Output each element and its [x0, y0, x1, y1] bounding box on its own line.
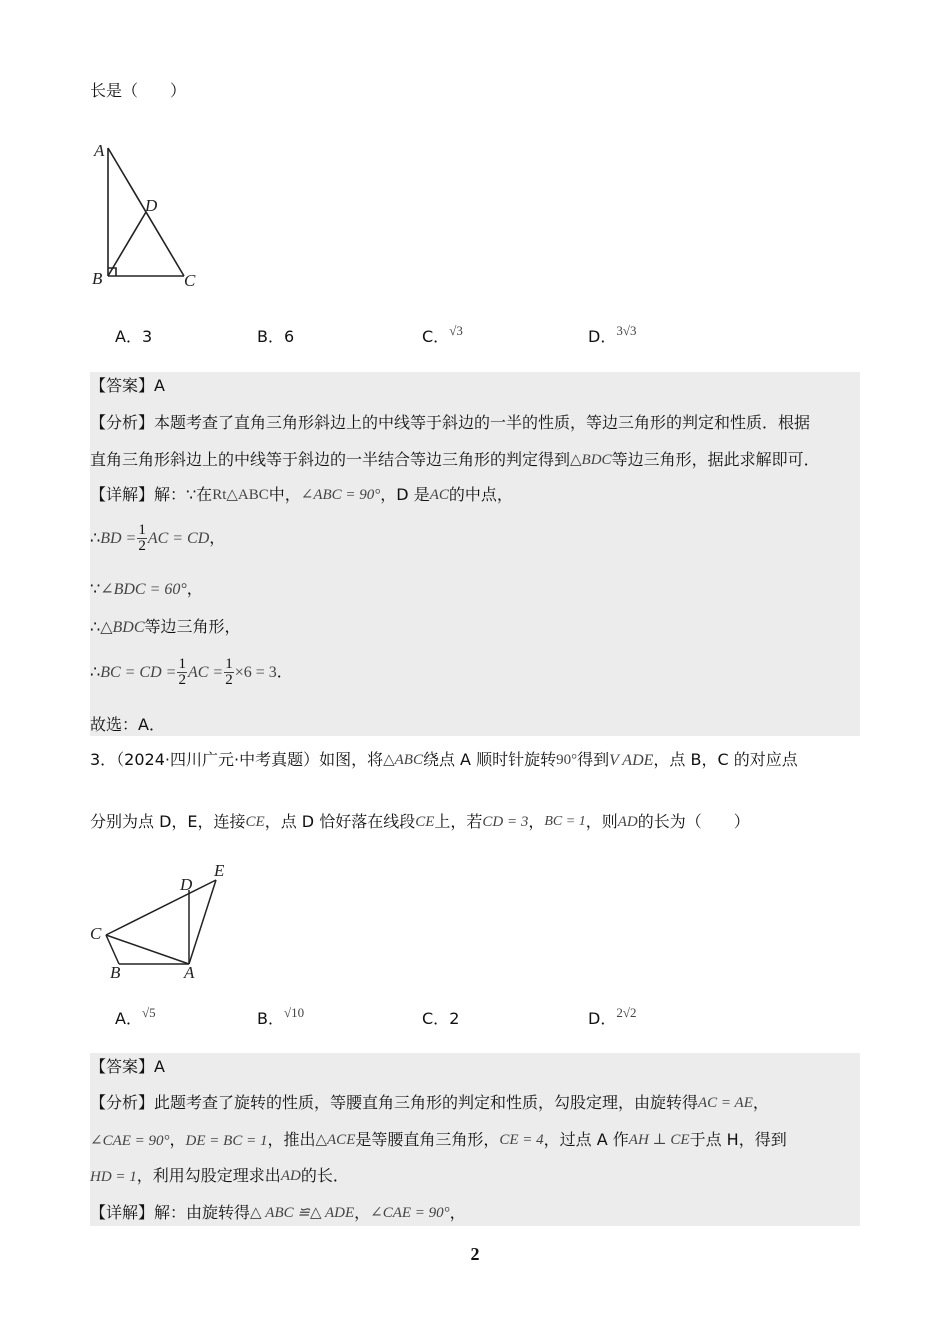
q3-answer: 【答案】A	[90, 1057, 165, 1076]
q3-option-b: B．$^{√10}$	[257, 1005, 305, 1028]
fraction-half: $\frac{1}{2}$	[225, 656, 233, 688]
q3-figure	[86, 858, 236, 983]
q2-analysis-line2: 直角三角形斜边上的中线等于斜边的一半结合等边三角形的判定得到△BDC等边三角形，据此求解即可．	[90, 450, 820, 469]
q2-label-b: B	[92, 269, 103, 288]
q3-analysis-line1: 【分析】此题考查了旋转的性质，等腰直角三角形的判定和性质，勾股定理，由旋转得AC = AE，	[90, 1093, 769, 1112]
page-number: 2	[470, 1244, 480, 1264]
q3-stem-line2: 分别为点 D，E，连接CE，点 D 恰好落在线段CE上，若CD = 3，BC = 1，则AD的长为（ ）	[90, 812, 750, 831]
q2-label-a: A	[94, 141, 105, 160]
q3-option-c: C．2	[422, 1009, 460, 1028]
q3-analysis-line2: ∠CAE = 90°，DE = BC = 1，推出△ACE是等腰直角三角形，CE = 4，过点 A 作AH ⊥ CE于点 H，得到	[90, 1130, 787, 1149]
q3-label-b: B	[110, 963, 121, 982]
q2-option-d: D．$^{3√3}$	[588, 323, 637, 346]
q3-option-d: D．$^{2√2}$	[588, 1005, 637, 1028]
q2-detail-line6: 故选：A．	[90, 715, 165, 734]
q2-analysis-line1: 【分析】本题考查了直角三角形斜边上的中线等于斜边的一半的性质，等边三角形的判定和性质．根据	[90, 413, 811, 432]
q3-stem-line1: 3．（2024·四川广元·中考真题）如图，将△ABC绕点 A 顺时针旋转90°得到V ADE，点 B，C 的对应点	[90, 750, 798, 769]
q2-stem-tail: 长是（ ）	[90, 81, 187, 100]
fraction-half: $\frac{1}{2}$	[138, 522, 146, 554]
q2-detail-line2: ∴BD = $\frac{1}{2}$ AC = CD，	[90, 522, 226, 554]
q3-label-d: D	[180, 875, 193, 894]
q2-answer: 【答案】A	[90, 376, 165, 395]
q2-option-a: A．3	[115, 327, 153, 346]
q2-option-c: C．$^{√3}$	[422, 323, 463, 346]
q2-detail-line5: ∴BC = CD = $\frac{1}{2}$ AC = $\frac{1}{2}$ ×6 = 3．	[90, 656, 293, 688]
q2-detail-line3: ∵∠BDC = 60°，	[90, 579, 203, 598]
q3-lines	[106, 880, 216, 964]
q3-analysis-line3: HD = 1，利用勾股定理求出AD的长．	[90, 1166, 349, 1185]
q2-option-b: B．6	[257, 327, 295, 346]
q3-label-c: C	[90, 924, 102, 943]
q2-label-d: D	[145, 196, 158, 215]
q3-detail-line1: 【详解】解：由旋转得△ ABC ≌△ ADE，∠CAE = 90°，	[90, 1203, 466, 1222]
fraction-half: $\frac{1}{2}$	[178, 656, 186, 688]
q2-detail-line4: ∴△BDC等边三角形，	[90, 617, 241, 636]
q3-option-a: A．$^{√5}$	[115, 1005, 156, 1028]
q2-label-c: C	[184, 271, 196, 290]
q3-label-a: A	[184, 963, 195, 982]
q2-figure	[88, 138, 218, 293]
q2-detail-line1: 【详解】解：∵在Rt△ABC中，∠ABC = 90°，D 是AC的中点，	[90, 485, 513, 504]
q3-label-e: E	[214, 861, 225, 880]
